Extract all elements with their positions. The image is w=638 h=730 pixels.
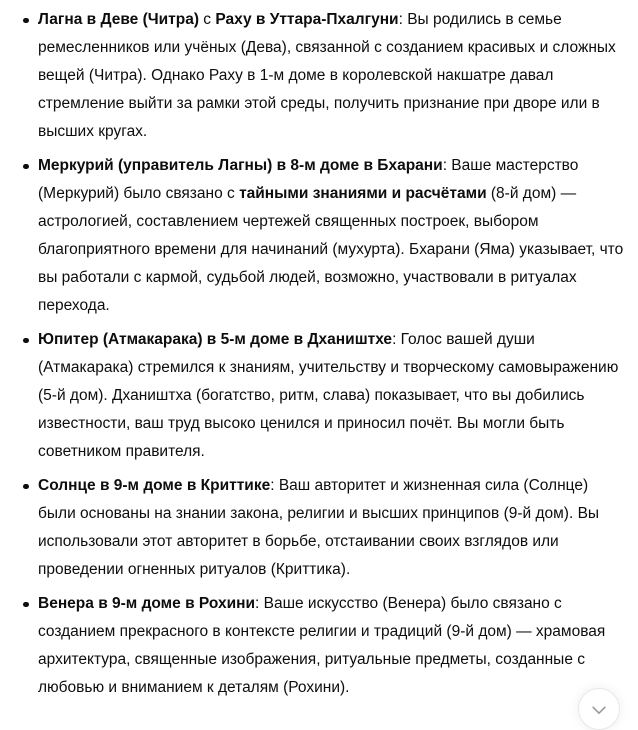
bold-text: Меркурий (управитель Лагны) в 8-м доме в Бхарани	[38, 157, 443, 174]
bold-text: тайными знаниями и расчётами	[239, 185, 487, 202]
bold-text: Раху в Уттара-Пхалгуни	[215, 11, 399, 28]
body-text: : Вы родились в семье ремесленников или учёных (Дева), связанной с созданием красивых и сложных вещей (Читра). Однако Раху в 1-м доме в королевской накшатре давал стремление выйти за рамки этой среды, получить признание при дворе или в высших кругах.	[38, 11, 616, 140]
list-item	[38, 326, 628, 466]
body-text: : Ваше искусство (Венера) было связано с созданием прекрасного в контексте религии и традиций (9-й дом) — храмовая архитектура, священные изображения, ритуальные предметы, созданные с любовью и вниманием к деталям (Рохини).	[38, 595, 606, 696]
bold-text: Юпитер (Атмакарака) в 5-м доме в Дхаништхе	[38, 331, 393, 348]
bold-text: Лагна в Деве (Читра)	[38, 11, 199, 28]
scroll-to-bottom-button[interactable]	[578, 688, 620, 730]
list-item	[38, 6, 628, 146]
list-item	[38, 472, 628, 584]
body-text: : Ваш авторитет и жизненная сила (Солнце) были основаны на знании закона, религии и высших принципов (9-й дом). Вы использовали этот авторитет в борьбе, отстаивании своих взглядов или проведении огненных ритуалов (Криттика).	[38, 477, 600, 578]
list-item	[38, 152, 628, 320]
bold-text: Солнце в 9-м доме в Криттике	[38, 477, 271, 494]
body-text: с	[199, 11, 216, 28]
body-text: : Ваше мастерство (Меркурий) было связано с	[38, 157, 579, 202]
chevron-down-icon	[589, 699, 609, 719]
bold-text: Венера в 9-м доме в Рохини	[38, 595, 255, 612]
body-text: (8-й дом) — астрологией, составлением чертежей священных построек, выбором благоприятного времени для начинаний (мухурта). Бхарани (Яма) указывает, что вы работали с кармой, судьбой людей, возможно, участвовали в ритуалах перехода.	[38, 185, 624, 314]
list-item	[38, 590, 628, 702]
body-text: : Голос вашей души (Атмакарака) стремился к знаниям, учительству и творческому самовыражению (5-й дом). Дхаништха (богатство, ритм, слава) показывает, что вы добились известности, ваш труд высоко ценился и приносил почёт. Вы могли быть советником правителя.	[38, 331, 619, 460]
